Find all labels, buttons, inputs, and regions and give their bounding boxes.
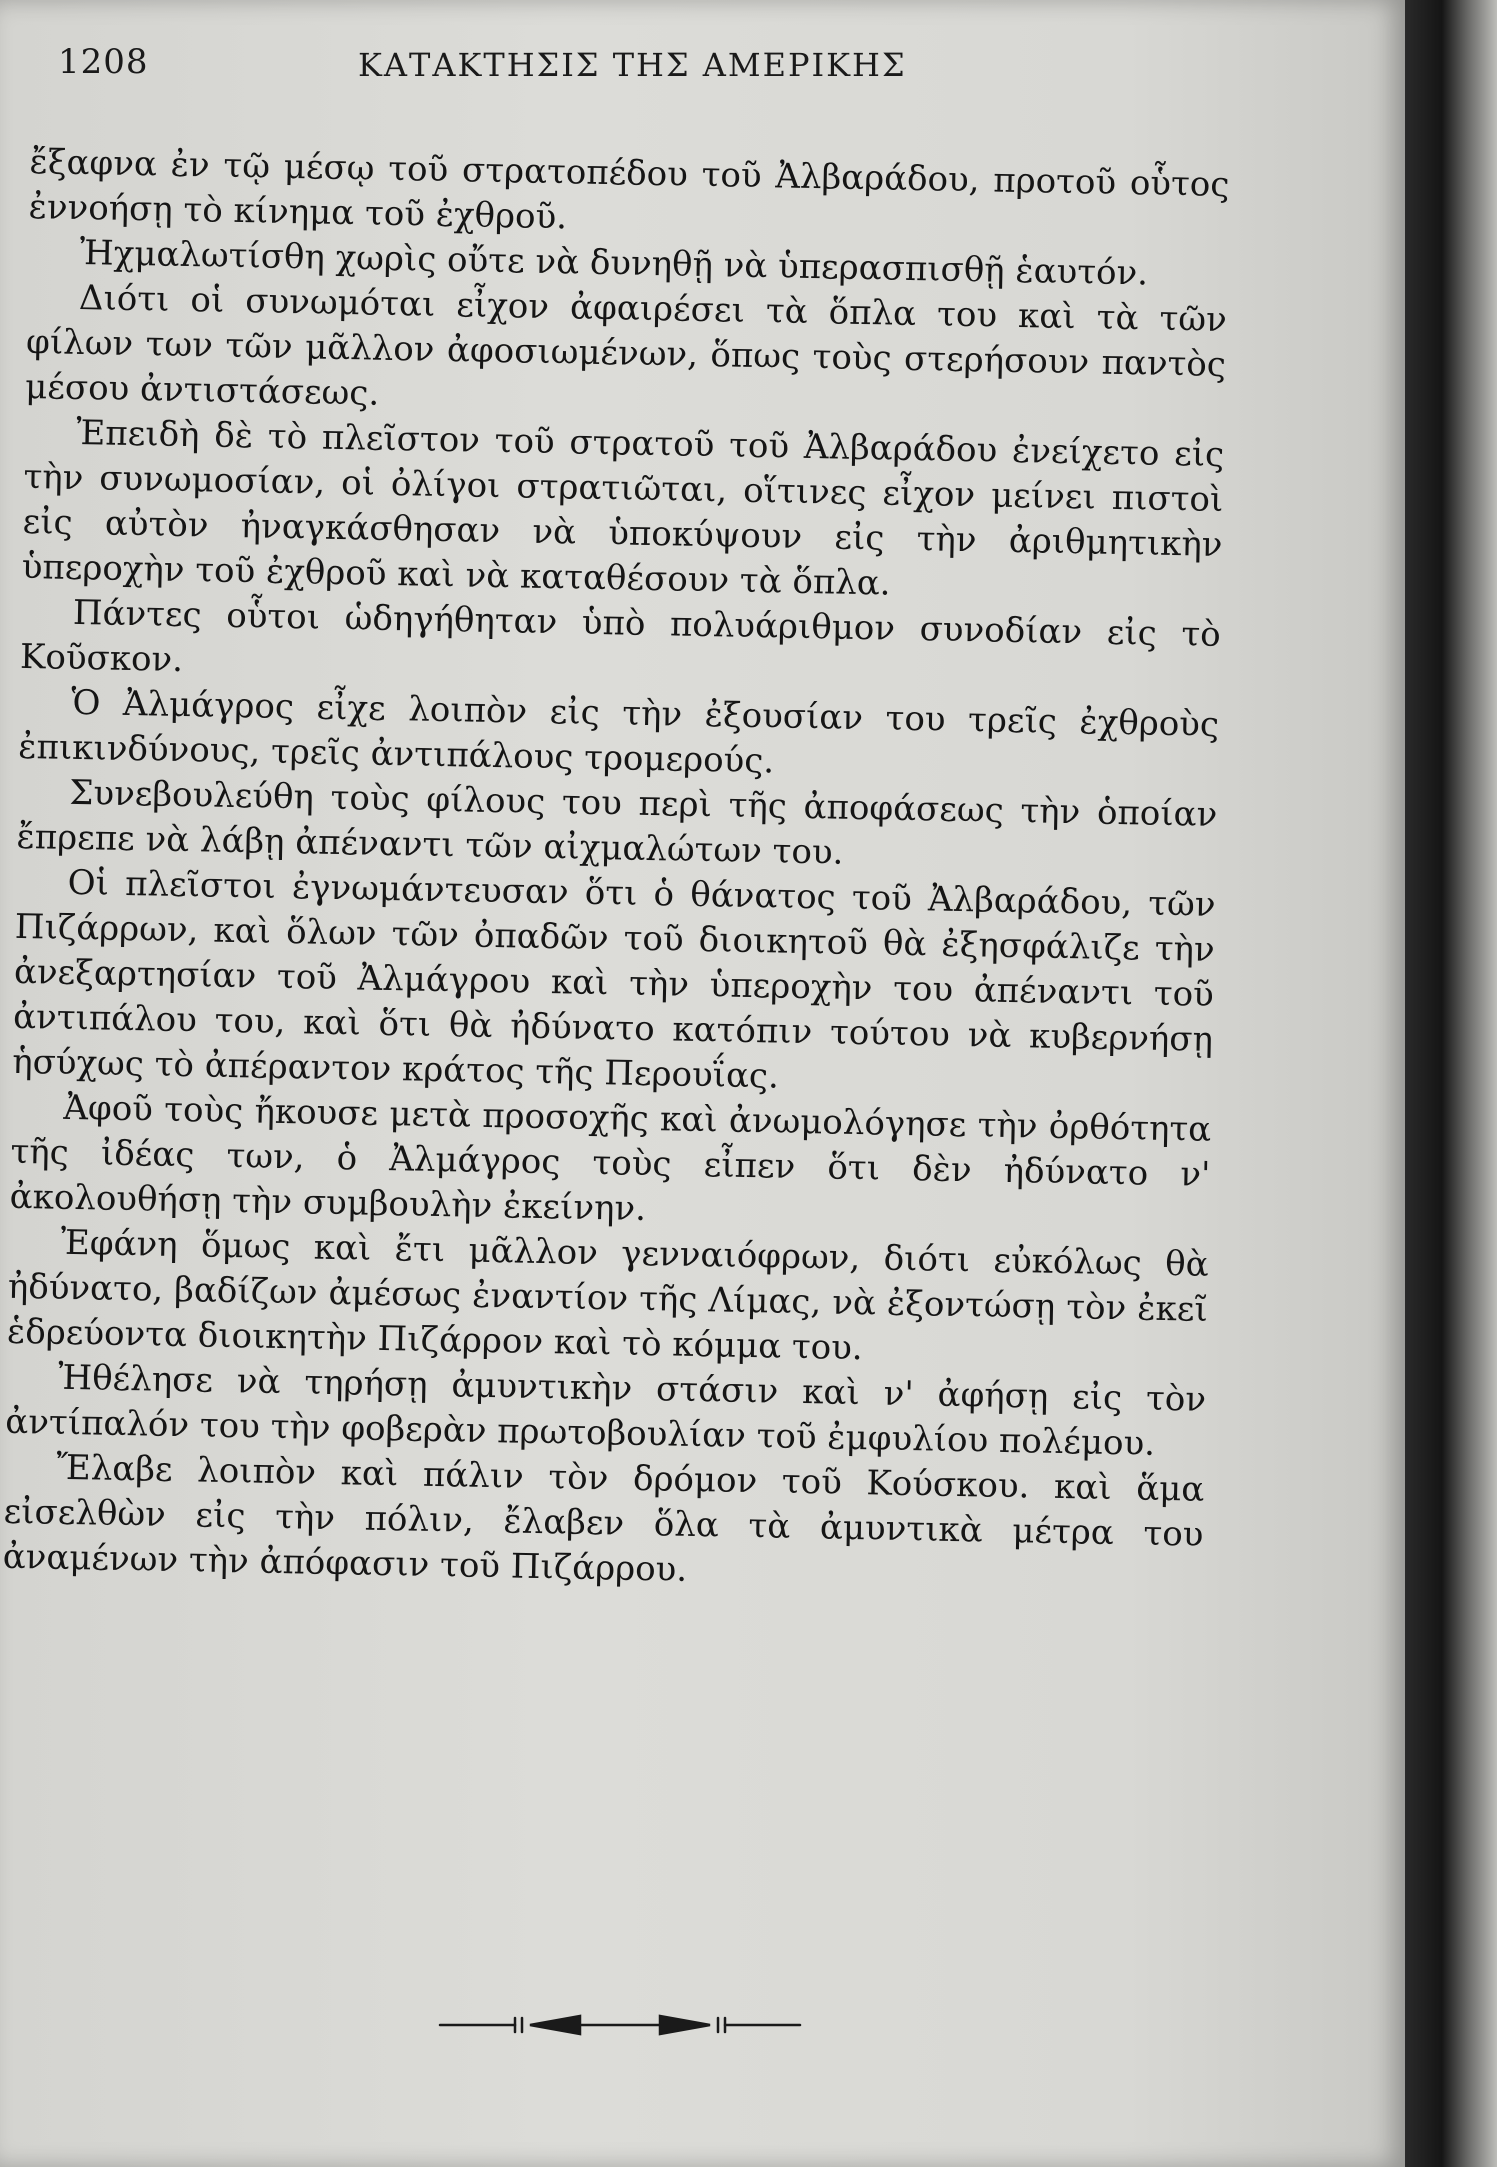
ornamental-divider-icon xyxy=(430,2010,810,2040)
paragraph: ἔξαφνα ἐν τῷ μέσῳ τοῦ στρατοπέδου τοῦ Ἀλβαράδου, προτοῦ οὗτος ἐννοήσῃ τὸ κίνημα τοῦ ἐχθροῦ. xyxy=(28,141,1230,238)
paragraph: Πάντες οὗτοι ὡδηγήθηταν ὑπὸ πολυάριθμον συνοδίαν εἰς τὸ Κοῦσκον. xyxy=(19,592,1222,681)
paragraph: Ἠχμαλωτίσθη χωρὶς οὔτε νὰ δυνηθῇ νὰ ὑπερασπισθῇ ἑαυτόν. xyxy=(79,232,1149,294)
page-header xyxy=(58,42,1238,102)
paragraph: Ἠθέλησε νὰ τηρήσῃ ἀμυντικὴν στάσιν καὶ ν' ἀφήσῃ εἰς τὸν ἀντίπαλόν του τὴν φοβερὰν πρωτοβουλίαν τοῦ ἐμφυλίου πολέμου. xyxy=(5,1357,1207,1464)
paragraph: Συνεβουλεύθη τοὺς φίλους του περὶ τῆς ἀποφάσεως τὴν ὁποίαν ἔπρεπε νὰ λάβῃ ἀπέναντι τῶν αἰχμαλώτων του. xyxy=(16,772,1218,873)
paragraph: Ἐπειδὴ δὲ τὸ πλεῖστον τοῦ στρατοῦ τοῦ Ἀλβαράδου ἐνείχετο εἰς τὴν συνωμοσίαν, οἱ ὀλίγοι στρατιῶται, οἵτινες εἶχον μείνει πιστοὶ εἰς αὐτὸν ἠναγκάσθησαν νὰ ὑποκύψουν εἰς τὴν ἀριθμητικὴν ὑπεροχὴν τοῦ ἐχθροῦ καὶ νὰ καταθέσουν τὰ ὅπλα. xyxy=(21,412,1225,604)
paragraph: Ἐφάνη ὅμως καὶ ἔτι μᾶλλον γενναιόφρων, διότι εὐκόλως θὰ ἠδύνατο, βαδίζων ἀμέσως ἐναντίον τῆς Λίμας, νὰ ἐξοντώσῃ τὸν ἐκεῖ ἑδρεύοντα διοικητὴν Πιζάρρον καὶ τὸ κόμμα του. xyxy=(6,1222,1210,1369)
paragraph: Διότι οἱ συνωμόται εἶχον ἀφαιρέσει τὰ ὅπλα του καὶ τὰ τῶν φίλων των τῶν μᾶλλον ἀφοσιωμένων, ὅπως τοὺς στερήσουν παντὸς μέσου ἀντιστάσεως. xyxy=(24,277,1228,414)
book-gutter xyxy=(1405,0,1497,2167)
body-text xyxy=(2,140,1229,1603)
paragraph: Ὁ Ἀλμάγρος εἶχε λοιπὸν εἰς τὴν ἐξουσίαν του τρεῖς ἐχθροὺς ἐπικινδύνους, τρεῖς ἀντιπάλους τρομερούς. xyxy=(17,682,1220,782)
running-title: ΚΑΤΑΚΤΗΣΙΣ ΤΗΣ ΑΜΕΡΙΚΗΣ xyxy=(358,46,907,84)
paragraph: Ἔλαβε λοιπὸν καὶ πάλιν τὸν δρόμον τοῦ Κούσκου. καὶ ἅμα εἰσελθὼν εἰς τὴν πόλιν, ἔλαβεν ὅλα τὰ ἀμυντικὰ μέτρα του ἀναμένων τὴν ἀπόφασιν τοῦ Πιζάρρου. xyxy=(2,1447,1205,1590)
paragraph: Οἱ πλεῖστοι ἐγνωμάντευσαν ὅτι ὁ θάνατος τοῦ Ἀλβαράδου, τῶν Πιζάρρων, καὶ ὅλων τῶν ὀπαδῶν τοῦ διοικητοῦ θὰ ἐξησφάλιζε τὴν ἀνεξαρτησίαν τοῦ Ἀλμάγρου καὶ τὴν ὑπεροχὴν του ἀπέναντι τοῦ ἀντιπάλου του, καὶ ὅτι θὰ ἠδύνατο κατόπιν τούτου νὰ κυβερνήσῃ ἡσύχως τὸ ἀπέραντον κράτος τῆς Περουΐας. xyxy=(11,862,1216,1097)
paragraph: Ἀφοῦ τοὺς ἤκουσε μετὰ προσοχῆς καὶ ἀνωμολόγησε τὴν ὀρθότητα τῆς ἰδέας των, ὁ Ἀλμάγρος τοὺς εἶπεν ὅτι δὲν ἠδύνατο ν' ἀκολουθήσῃ τὴν συμβουλὴν ἐκείνην. xyxy=(9,1087,1212,1230)
page-number: 1208 xyxy=(58,42,149,82)
